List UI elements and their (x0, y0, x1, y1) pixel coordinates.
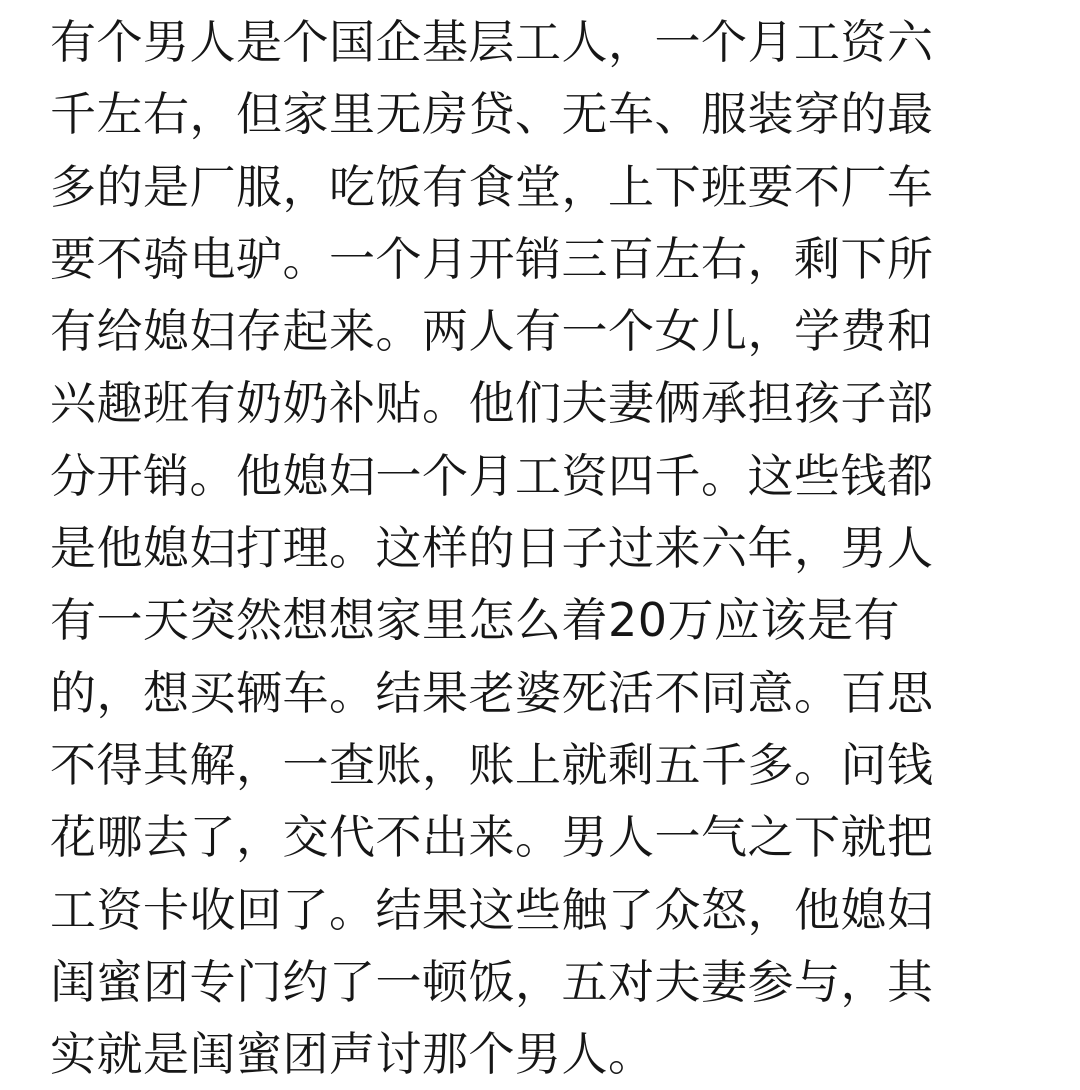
text-line-14: 闺蜜团专门约了一顿饭，五对夫妻参与，其 (50, 954, 934, 1009)
text-line-8: 是他媳妇打理。这样的日子过来六年，男人 (50, 521, 934, 576)
text-line-15: 实就是闺蜜团声讨那个男人。 (50, 1027, 655, 1082)
text-line-4: 要不骑电驴。一个月开销三百左右，剩下所 (50, 231, 934, 286)
text-line-6: 兴趣班有奶奶补贴。他们夫妻俩承担孩子部 (50, 376, 934, 431)
text-line-11: 不得其解，一查账，账上就剩五千多。问钱 (50, 737, 934, 792)
text-line-5: 有给媳妇存起来。两人有一个女儿，学费和 (50, 304, 934, 359)
text-line-2: 千左右，但家里无房贷、无车、服装穿的最 (50, 87, 934, 142)
text-line-10: 的，想买辆车。结果老婆死活不同意。百思 (50, 665, 934, 720)
story-text-block (50, 6, 1030, 1090)
text-line-1: 有个男人是个国企基层工人，一个月工资六 (50, 15, 934, 69)
text-line-13: 工资卡收回了。结果这些触了众怒，他媳妇 (50, 882, 934, 937)
text-line-9: 有一天突然想想家里怎么着20万应该是有 (50, 593, 901, 648)
text-line-3: 多的是厂服，吃饭有食堂，上下班要不厂车 (50, 159, 934, 214)
text-line-12: 花哪去了，交代不出来。男人一气之下就把 (50, 810, 934, 865)
text-line-7: 分开销。他媳妇一个月工资四千。这些钱都 (50, 448, 934, 503)
